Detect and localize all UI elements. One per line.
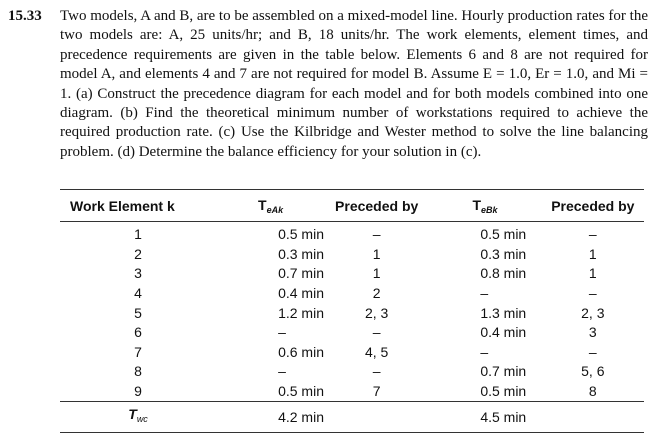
element-number: 3 (134, 265, 142, 282)
element-number: 7 (134, 343, 142, 360)
preceded-by-a: 1 (372, 245, 381, 262)
table-row (60, 264, 644, 284)
element-time-b: 0.5 min (480, 383, 527, 400)
element-time-a: 0.5 min (278, 383, 324, 400)
element-number: 4 (134, 285, 142, 302)
header-tebk: $T_{eBk}$ (472, 196, 498, 215)
preceded-by-b: – (588, 343, 597, 360)
preceded-by-b: 1 (588, 245, 597, 262)
element-time-b: 0.8 min (480, 265, 527, 282)
preceded-by-a: 7 (372, 383, 381, 400)
work-element-table (60, 189, 644, 433)
table-row (60, 245, 644, 265)
element-number: 2 (134, 245, 142, 262)
element-time-b: – (480, 285, 489, 302)
element-time-a: 0.5 min (278, 226, 324, 243)
table-row (60, 284, 644, 304)
totals-row (60, 402, 644, 433)
element-number: 6 (134, 324, 142, 341)
preceded-by-a: 1 (372, 265, 381, 282)
table-row (60, 343, 644, 363)
header-preceded-by-a: Preceded by (335, 197, 419, 214)
element-time-a: 1.2 min (278, 304, 324, 321)
table-row (60, 222, 644, 245)
element-time-a: 0.7 min (278, 265, 324, 282)
table-row (60, 303, 644, 323)
preceded-by-b: – (588, 226, 597, 243)
element-number: 1 (134, 226, 142, 243)
preceded-by-b: 3 (588, 324, 597, 341)
preceded-by-b: – (588, 285, 597, 302)
element-time-a: 0.6 min (278, 343, 324, 360)
totals-label: $T_{wc}$ (128, 406, 148, 425)
element-time-b: 0.7 min (480, 363, 527, 380)
preceded-by-a: – (372, 226, 381, 243)
problem-text: Two models, A and B, are to be assembled on a mixed-model line. Hourly production rates for the two models are: A, 25 units/hr; and B, 18 units/hr. The work elements, element times, and precedence requirements are given in the table below. Elements 6 and 8 are not required for model A, and elements 4 and 7 are not required for model B. Assume E = 1.0, Er = 1.0, and Mi = 1. (a) Construct the precedence diagram for each model and for both models combined into one diagram. (b) Find the theoretical minimum number of workstations required to achieve the required production rate. (c) Use the Kilbridge and Wester method to solve the line balancing problem. (d) Determine the balance efficiency for your solution in (c). (60, 8, 648, 160)
preceded-by-a: 4, 5 (364, 343, 389, 360)
preceded-by-a: – (372, 324, 381, 341)
totals-teb: 4.5 min (480, 408, 527, 425)
totals-tea: 4.2 min (278, 408, 324, 425)
element-time-a: 0.3 min (278, 245, 324, 262)
element-number: 8 (134, 363, 142, 380)
totals-empty-b (542, 402, 644, 433)
element-time-b: 0.5 min (480, 226, 527, 243)
element-number: 9 (134, 383, 142, 400)
preceded-by-a: 2, 3 (364, 304, 389, 321)
header-work-element: Work Element k (70, 197, 175, 214)
preceded-by-b: 5, 6 (581, 363, 605, 380)
element-time-a: 0.4 min (278, 285, 324, 302)
problem-statement (8, 7, 648, 162)
header-preceded-by-b: Preceded by (551, 197, 635, 214)
table-row (60, 362, 644, 382)
preceded-by-b: 8 (588, 383, 597, 400)
element-time-b: 1.3 min (480, 304, 527, 321)
totals-empty-a (325, 402, 428, 433)
header-teak: $T_{eAk}$ (258, 196, 284, 215)
table-header-row (60, 190, 644, 222)
element-time-b: 0.4 min (480, 324, 527, 341)
preceded-by-a: 2 (372, 285, 381, 302)
element-time-b: – (480, 343, 489, 360)
element-time-a: – (278, 324, 286, 341)
preceded-by-a: – (372, 363, 381, 380)
table-row (60, 323, 644, 343)
table-row (60, 382, 644, 402)
element-time-a: – (278, 363, 286, 380)
problem-number: 15.33 (8, 8, 42, 24)
element-time-b: 0.3 min (480, 245, 527, 262)
preceded-by-b: 2, 3 (581, 304, 605, 321)
preceded-by-b: 1 (588, 265, 597, 282)
element-number: 5 (134, 304, 142, 321)
